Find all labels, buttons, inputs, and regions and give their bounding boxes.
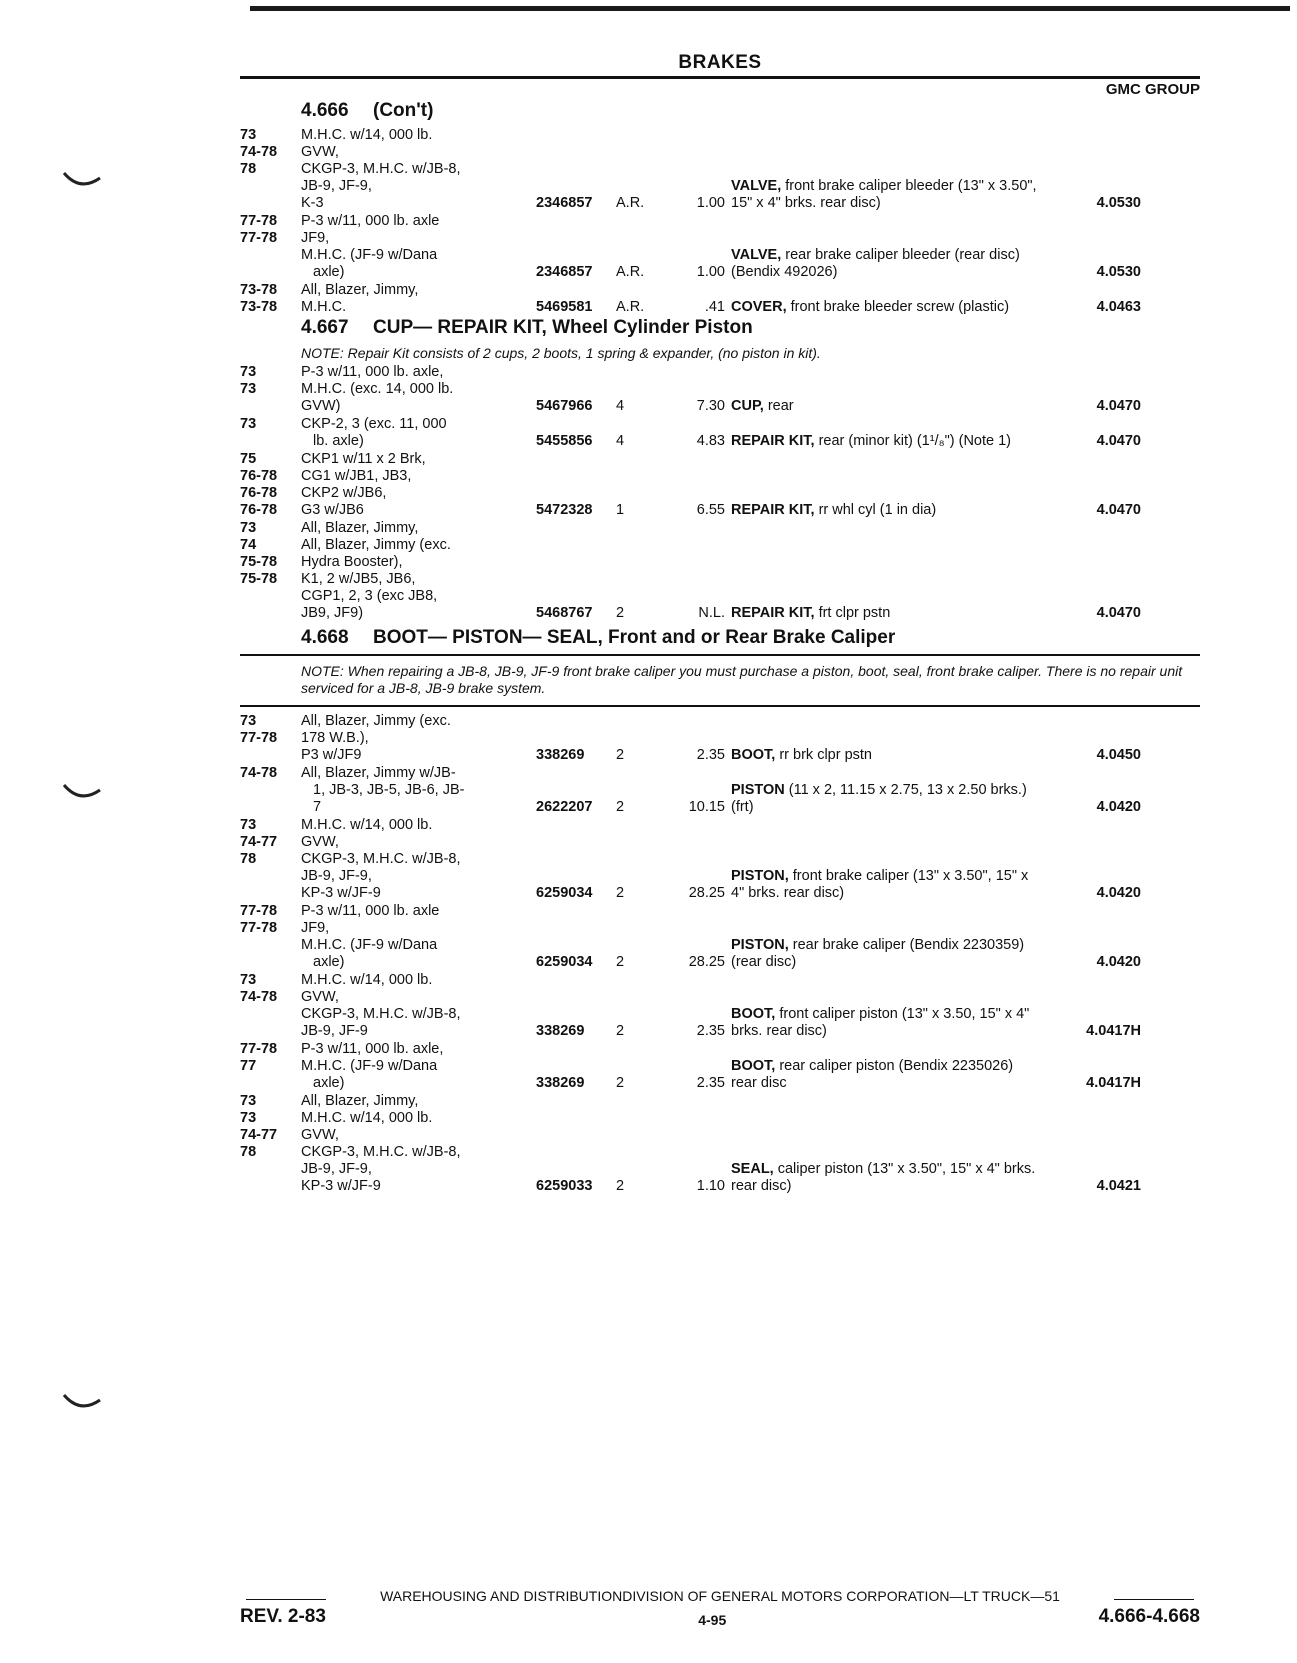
part-name-bold: COVER,: [731, 299, 787, 315]
group-code: 4.0420: [1096, 885, 1141, 901]
desc-line: CKGP-3, M.H.C. w/JB-8,: [301, 161, 461, 177]
table-row: [240, 1093, 1200, 1195]
desc-line: K-3: [301, 195, 324, 211]
desc-line: CKGP-3, M.H.C. w/JB-8,: [301, 1006, 461, 1022]
desc-line: axle): [313, 1075, 345, 1091]
desc-line: All, Blazer, Jimmy,: [301, 282, 419, 298]
section-title: BOOT— PISTON— SEAL, Front and or Rear Brake Caliper: [373, 627, 896, 648]
year-code: 74-77: [240, 1127, 278, 1143]
model-years: [240, 1093, 301, 1195]
header-rule: [240, 76, 1200, 79]
year-code: 73-78: [240, 282, 278, 298]
part-name-detail: rear: [767, 398, 794, 414]
year-code: 73-78: [240, 299, 278, 315]
part-name-bold: PISTON,: [731, 937, 789, 953]
section-rule: [240, 705, 1200, 707]
part-number: 5472328: [536, 502, 593, 518]
year-code: 77-78: [240, 730, 278, 746]
table-row: [240, 364, 1200, 415]
desc-line: All, Blazer, Jimmy,: [301, 520, 419, 536]
price: 28.25: [688, 885, 725, 901]
part-name: [731, 502, 1041, 519]
year-code: 76-78: [240, 502, 278, 518]
application-desc: [301, 451, 536, 519]
desc-line: CGP1, 2, 3 (exc JB8,: [301, 588, 438, 604]
year-code: 77-78: [240, 213, 278, 229]
quantity: 2: [616, 885, 625, 901]
desc-line: CKP1 w/11 x 2 Brk,: [301, 451, 426, 467]
binder-hole-mark: [62, 1392, 102, 1410]
part-name: [731, 868, 1041, 902]
part-name: [731, 247, 1041, 281]
part-name-bold: SEAL,: [731, 1161, 774, 1177]
footer-rule-left: [246, 1599, 326, 1600]
price: 28.25: [688, 954, 725, 970]
application-desc: [301, 127, 536, 212]
part-number: 2346857: [536, 195, 593, 211]
top-edge-bar: [250, 6, 1290, 11]
desc-line: P-3 w/11, 000 lb. axle,: [301, 1041, 444, 1057]
section-rule: [240, 654, 1200, 656]
table-row: [240, 213, 1200, 281]
part-number: 6259034: [536, 885, 593, 901]
part-number: 2346857: [536, 264, 593, 280]
model-years: [240, 451, 301, 519]
year-code: 74-77: [240, 834, 278, 850]
desc-line: M.H.C. w/14, 000 lb.: [301, 127, 433, 143]
part-name-bold: PISTON: [731, 782, 785, 798]
application-desc: [301, 1041, 536, 1092]
model-years: [240, 364, 301, 415]
quantity: 1: [616, 502, 625, 518]
price: 2.35: [696, 1023, 725, 1039]
year-code: 73: [240, 520, 257, 536]
price: 7.30: [696, 398, 725, 414]
year-code: 78: [240, 851, 257, 867]
part-name-bold: REPAIR KIT,: [731, 433, 815, 449]
group-code: 4.0470: [1096, 398, 1141, 414]
table-row: [240, 817, 1200, 902]
desc-line: GVW,: [301, 144, 339, 160]
section-title: CUP— REPAIR KIT, Wheel Cylinder Piston: [373, 317, 753, 338]
group-code: 4.0417H: [1086, 1075, 1141, 1091]
year-code: 73: [240, 127, 257, 143]
desc-line: JB-9, JF-9,: [301, 868, 372, 884]
desc-line: GVW): [301, 398, 341, 414]
model-years: [240, 972, 301, 1040]
model-years: [240, 765, 301, 816]
table-row: [240, 416, 1200, 450]
footer-rule-right: [1114, 1599, 1194, 1600]
year-code: 73: [240, 381, 257, 397]
part-name-detail: front brake caliper (13" x 3.50", 15" x 4" brks. rear disc): [731, 868, 1029, 901]
table-row: [240, 451, 1200, 519]
desc-line: All, Blazer, Jimmy,: [301, 1093, 419, 1109]
desc-line: GVW,: [301, 989, 339, 1005]
desc-line: K1, 2 w/JB5, JB6,: [301, 571, 416, 587]
group-code: 4.0450: [1096, 747, 1141, 763]
part-number: 5467966: [536, 398, 593, 414]
part-name: [731, 782, 1041, 816]
year-code: 77-78: [240, 230, 278, 246]
application-desc: [301, 903, 536, 971]
page-title: BRAKES: [678, 52, 762, 73]
price: 6.55: [696, 502, 725, 518]
section-number: 4.667: [301, 317, 349, 338]
desc-line: JB-9, JF-9,: [301, 178, 372, 194]
desc-line: JB-9, JF-9,: [301, 1161, 372, 1177]
application-desc: [301, 1093, 536, 1195]
part-name: [731, 433, 1041, 450]
desc-line: Hydra Booster),: [301, 554, 403, 570]
section-heading: [240, 317, 1200, 344]
part-name-detail: rear caliper piston (Bendix 2235026) rear disc: [731, 1058, 1014, 1091]
group-code: 4.0420: [1096, 799, 1141, 815]
part-number: 5455856: [536, 433, 593, 449]
part-name: [731, 178, 1041, 212]
desc-line: P-3 w/11, 000 lb. axle,: [301, 364, 444, 380]
group-code: 4.0470: [1096, 605, 1141, 621]
desc-line: JF9,: [301, 230, 330, 246]
year-code: 75: [240, 451, 257, 467]
part-name-detail: caliper piston (13" x 3.50", 15" x 4" brks. rear disc): [731, 1161, 1036, 1194]
part-name: [731, 747, 1041, 764]
part-name-bold: VALVE,: [731, 247, 782, 263]
desc-line: G3 w/JB6: [301, 502, 364, 518]
year-code: 73: [240, 972, 257, 988]
group-code: 4.0530: [1096, 264, 1141, 280]
footer-publisher: WAREHOUSING AND DISTRIBUTIONDIVISION OF GENERAL MOTORS CORPORATION—LT TRUCK—51: [380, 1588, 1060, 1604]
section-number: 4.666: [301, 100, 349, 121]
model-years: [240, 1041, 301, 1092]
part-name-detail: rear brake caliper (Bendix 2230359) (rear disc): [731, 937, 1025, 970]
page-footer: [240, 1588, 1200, 1628]
desc-line: CG1 w/JB1, JB3,: [301, 468, 412, 484]
desc-line: CKGP-3, M.H.C. w/JB-8,: [301, 851, 461, 867]
quantity: 2: [616, 1178, 625, 1194]
part-number: 5469581: [536, 299, 593, 315]
revision-label: REV. 2-83: [240, 1606, 326, 1627]
year-code: 73: [240, 416, 257, 432]
group-code: 4.0530: [1096, 195, 1141, 211]
application-desc: [301, 282, 536, 316]
price: 1.10: [696, 1178, 725, 1194]
model-years: [240, 416, 301, 450]
part-name-bold: BOOT,: [731, 747, 776, 763]
price: N.L.: [698, 605, 725, 621]
price: 2.35: [696, 747, 725, 763]
section-range: 4.666-4.668: [1098, 1606, 1200, 1627]
desc-line: CKP-2, 3 (exc. 11, 000: [301, 416, 447, 432]
desc-line: M.H.C. w/14, 000 lb.: [301, 972, 433, 988]
group-code: 4.0470: [1096, 433, 1141, 449]
group-code: 4.0421: [1096, 1178, 1141, 1194]
part-name-detail: rear brake caliper bleeder (rear disc) (Bendix 492026): [731, 247, 1020, 280]
part-name-bold: BOOT,: [731, 1058, 776, 1074]
quantity: 4: [616, 398, 625, 414]
part-name-detail: front brake bleeder screw (plastic): [790, 299, 1010, 315]
quantity: 2: [616, 605, 625, 621]
part-number: 6259033: [536, 1178, 593, 1194]
year-code: 73: [240, 1110, 257, 1126]
year-code: 74-78: [240, 989, 278, 1005]
part-name: [731, 605, 1041, 622]
parts-listing: [240, 100, 1200, 1196]
part-name-detail: rr brk clpr pstn: [779, 747, 873, 763]
application-desc: [301, 765, 536, 816]
part-number: 2622207: [536, 799, 593, 815]
group-code: 4.0420: [1096, 954, 1141, 970]
desc-line: GVW,: [301, 834, 339, 850]
desc-line: M.H.C. w/14, 000 lb.: [301, 1110, 433, 1126]
desc-line: All, Blazer, Jimmy (exc.: [301, 537, 451, 553]
section-number: 4.668: [301, 627, 349, 648]
desc-line: JB-9, JF-9: [301, 1023, 368, 1039]
year-code: 75-78: [240, 571, 278, 587]
part-number: 338269: [536, 1075, 585, 1091]
desc-line: 7: [313, 799, 322, 815]
quantity: 4: [616, 433, 625, 449]
part-name-bold: CUP,: [731, 398, 764, 414]
year-code: 77-78: [240, 920, 278, 936]
part-name-bold: REPAIR KIT,: [731, 605, 815, 621]
model-years: [240, 213, 301, 281]
table-row: [240, 713, 1200, 764]
price: .41: [704, 299, 725, 315]
year-code: 75-78: [240, 554, 278, 570]
part-number: 6259034: [536, 954, 593, 970]
desc-line: P-3 w/11, 000 lb. axle: [301, 213, 440, 229]
application-desc: [301, 213, 536, 281]
desc-line: KP-3 w/JF-9: [301, 885, 381, 901]
year-code: 77-78: [240, 903, 278, 919]
desc-line: M.H.C. (JF-9 w/Dana: [301, 247, 438, 263]
part-name-bold: PISTON,: [731, 868, 789, 884]
section-heading: [240, 627, 1200, 654]
desc-line: GVW,: [301, 1127, 339, 1143]
part-name-bold: BOOT,: [731, 1006, 776, 1022]
desc-line: axle): [313, 954, 345, 970]
page-header: [240, 52, 1200, 98]
part-name-detail: front caliper piston (13" x 3.50, 15" x 4" brks. rear disc): [731, 1006, 1030, 1039]
desc-line: 1, JB-3, JB-5, JB-6, JB-: [313, 782, 465, 798]
desc-line: JB9, JF9): [301, 605, 364, 621]
desc-line: M.H.C. (exc. 14, 000 lb.: [301, 381, 454, 397]
year-code: 74: [240, 537, 257, 553]
section-note: NOTE: When repairing a JB-8, JB-9, JF-9 front brake caliper you must purchase a piston, boot, seal, front brake caliper. There is no repair unit serviced for a JB-8, JB-9 brake system.: [301, 663, 1183, 696]
part-name: [731, 937, 1041, 971]
model-years: [240, 127, 301, 212]
part-name-detail: front brake caliper bleeder (13" x 3.50", 15" x 4" brks. rear disc): [731, 178, 1037, 211]
quantity: 2: [616, 1075, 625, 1091]
part-number: 338269: [536, 1023, 585, 1039]
table-row: [240, 903, 1200, 971]
part-name: [731, 1058, 1041, 1092]
part-name: [731, 1161, 1041, 1195]
desc-line: All, Blazer, Jimmy w/JB-: [301, 765, 456, 781]
part-name-detail: rr whl cyl (1 in dia): [818, 502, 937, 518]
application-desc: [301, 713, 536, 764]
section-title: (Con't): [373, 100, 434, 121]
model-years: [240, 282, 301, 316]
part-name: [731, 1006, 1041, 1040]
group-label: GMC GROUP: [1105, 81, 1200, 98]
part-name: [731, 398, 1041, 415]
application-desc: [301, 972, 536, 1040]
price: 2.35: [696, 1075, 725, 1091]
year-code: 77-78: [240, 1041, 278, 1057]
quantity: A.R.: [616, 195, 645, 211]
part-name-detail: frt clpr pstn: [818, 605, 891, 621]
table-row: [240, 972, 1200, 1040]
page-number: 4-95: [698, 1612, 727, 1628]
group-code: 4.0417H: [1086, 1023, 1141, 1039]
quantity: A.R.: [616, 299, 645, 315]
year-code: 78: [240, 161, 257, 177]
price: 1.00: [696, 264, 725, 280]
part-name: [731, 299, 1041, 316]
group-code: 4.0470: [1096, 502, 1141, 518]
year-code: 78: [240, 1144, 257, 1160]
year-code: 73: [240, 1093, 257, 1109]
desc-line: P-3 w/11, 000 lb. axle: [301, 903, 440, 919]
part-name-bold: VALVE,: [731, 178, 782, 194]
quantity: A.R.: [616, 264, 645, 280]
desc-line: CKP2 w/JB6,: [301, 485, 387, 501]
year-code: 74-78: [240, 765, 278, 781]
price: 10.15: [688, 799, 725, 815]
year-code: 73: [240, 364, 257, 380]
year-code: 77: [240, 1058, 257, 1074]
desc-line: KP-3 w/JF-9: [301, 1178, 381, 1194]
group-code: 4.0463: [1096, 299, 1141, 315]
desc-line: M.H.C. (JF-9 w/Dana: [301, 1058, 438, 1074]
part-name-detail: rear (minor kit) (1¹/₈") (Note 1): [818, 433, 1011, 449]
table-row: [240, 1041, 1200, 1092]
part-number: 338269: [536, 747, 585, 763]
desc-line: CKGP-3, M.H.C. w/JB-8,: [301, 1144, 461, 1160]
table-row: [240, 282, 1200, 316]
application-desc: [301, 817, 536, 902]
model-years: [240, 713, 301, 764]
year-code: 73: [240, 817, 257, 833]
table-row: [240, 127, 1200, 212]
binder-hole-mark: [62, 782, 102, 800]
application-desc: [301, 364, 536, 415]
desc-line: M.H.C. w/14, 000 lb.: [301, 817, 433, 833]
year-code: 73: [240, 713, 257, 729]
desc-line: M.H.C.: [301, 299, 347, 315]
quantity: 2: [616, 747, 625, 763]
price: 4.83: [696, 433, 725, 449]
desc-line: P3 w/JF9: [301, 747, 362, 763]
model-years: [240, 903, 301, 971]
year-code: 76-78: [240, 485, 278, 501]
part-number: 5468767: [536, 605, 593, 621]
part-name-bold: REPAIR KIT,: [731, 502, 815, 518]
desc-line: lb. axle): [313, 433, 364, 449]
year-code: 76-78: [240, 468, 278, 484]
part-name-detail: (11 x 2, 11.15 x 2.75, 13 x 2.50 brks.) (frt): [731, 782, 1027, 815]
quantity: 2: [616, 954, 625, 970]
price: 1.00: [696, 195, 725, 211]
desc-line: M.H.C. (JF-9 w/Dana: [301, 937, 438, 953]
year-code: 74-78: [240, 144, 278, 160]
quantity: 2: [616, 799, 625, 815]
desc-line: axle): [313, 264, 345, 280]
binder-hole-mark: [62, 170, 102, 188]
quantity: 2: [616, 1023, 625, 1039]
model-years: [240, 817, 301, 902]
section-heading: [240, 100, 1200, 127]
section-note: NOTE: Repair Kit consists of 2 cups, 2 boots, 1 spring & expander, (no piston in kit).: [301, 345, 821, 361]
application-desc: [301, 416, 536, 450]
desc-line: JF9,: [301, 920, 330, 936]
table-row: [240, 520, 1200, 622]
model-years: [240, 520, 301, 622]
application-desc: [301, 520, 536, 622]
desc-line: 178 W.B.),: [301, 730, 369, 746]
table-row: [240, 765, 1200, 816]
desc-line: All, Blazer, Jimmy (exc.: [301, 713, 451, 729]
